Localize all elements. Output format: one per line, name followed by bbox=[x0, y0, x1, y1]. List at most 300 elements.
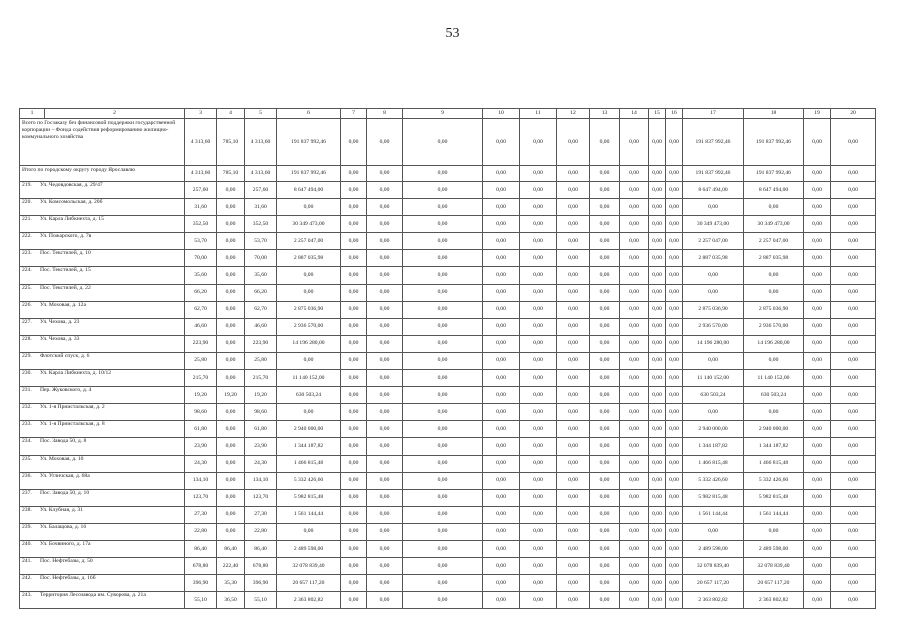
row-number: 237. bbox=[22, 489, 32, 496]
table-cell: 0,00 bbox=[804, 216, 831, 233]
table-row bbox=[20, 182, 876, 199]
table-cell: 22,80 bbox=[185, 523, 217, 540]
table-cell: 0,00 bbox=[217, 438, 245, 455]
table-cell: 25,80 bbox=[245, 352, 277, 369]
address-cell bbox=[20, 370, 185, 387]
address-cell bbox=[20, 267, 185, 284]
table-cell: 0,00 bbox=[483, 352, 520, 369]
table-cell: 0,00 bbox=[649, 216, 666, 233]
table-cell: 0,00 bbox=[666, 233, 683, 250]
address-text: Ул. 1-я Приисталкская, д. 2 bbox=[40, 404, 105, 411]
table-cell: 0,00 bbox=[403, 404, 483, 421]
table-cell: 0,00 bbox=[831, 216, 876, 233]
table-row bbox=[20, 318, 876, 335]
row-number: 243. bbox=[22, 592, 32, 599]
column-number-5: 5 bbox=[245, 109, 277, 119]
table-cell: 0,00 bbox=[520, 370, 557, 387]
table-cell: 1 466 815,48 bbox=[744, 455, 804, 472]
table-cell: 0,00 bbox=[403, 370, 483, 387]
table-cell: 0,00 bbox=[666, 166, 683, 182]
table-cell: 0,00 bbox=[831, 301, 876, 318]
address-cell bbox=[20, 575, 185, 592]
table-cell: 0,00 bbox=[217, 421, 245, 438]
table-cell: 0,00 bbox=[277, 404, 341, 421]
table-cell: 0,00 bbox=[520, 558, 557, 575]
table-cell: 0,00 bbox=[341, 301, 367, 318]
table-cell: 0,00 bbox=[341, 472, 367, 489]
table-cell: 0,00 bbox=[483, 438, 520, 455]
table-cell: 0,00 bbox=[367, 284, 403, 301]
table-cell: 1 561 144,44 bbox=[277, 506, 341, 523]
table-cell: 191 837 992,46 bbox=[744, 119, 804, 166]
table-cell: 0,00 bbox=[666, 267, 683, 284]
table-row bbox=[20, 216, 876, 233]
address-text: Пос. Нефтебазы, д. 16б bbox=[40, 575, 96, 582]
table-cell: 0,00 bbox=[341, 166, 367, 182]
table-cell: 0,00 bbox=[804, 455, 831, 472]
table-cell: 4 313,60 bbox=[245, 166, 277, 182]
table-cell: 0,00 bbox=[277, 352, 341, 369]
table-cell: 0,00 bbox=[666, 370, 683, 387]
table-cell: 0,00 bbox=[557, 523, 590, 540]
table-cell: 0,00 bbox=[520, 233, 557, 250]
table-cell: 0,00 bbox=[367, 489, 403, 506]
table-cell: 0,00 bbox=[483, 233, 520, 250]
table-cell: 0,00 bbox=[683, 284, 744, 301]
table-cell: 0,00 bbox=[217, 250, 245, 267]
table-cell: 0,00 bbox=[666, 455, 683, 472]
table-cell: 0,00 bbox=[804, 318, 831, 335]
table-cell: 0,00 bbox=[341, 318, 367, 335]
row-number: 234. bbox=[22, 438, 32, 445]
table-cell: 0,00 bbox=[217, 523, 245, 540]
table-cell: 2 887 035,98 bbox=[683, 250, 744, 267]
table-cell: 0,00 bbox=[217, 370, 245, 387]
table-cell: 0,00 bbox=[620, 438, 649, 455]
table-cell: 46,60 bbox=[245, 318, 277, 335]
table-cell: 0,00 bbox=[341, 506, 367, 523]
table-cell: 352,50 bbox=[185, 216, 217, 233]
table-cell: 223,90 bbox=[245, 335, 277, 352]
table-cell: 0,00 bbox=[649, 166, 666, 182]
table-cell: 0,00 bbox=[367, 438, 403, 455]
table-cell: 2 363 802,82 bbox=[683, 592, 744, 609]
row-number: 239. bbox=[22, 523, 32, 530]
address-cell bbox=[20, 318, 185, 335]
row-number: 221. bbox=[22, 216, 32, 223]
table-cell: 0,00 bbox=[367, 540, 403, 557]
table-cell: 0,00 bbox=[804, 352, 831, 369]
table-cell: 0,00 bbox=[557, 592, 590, 609]
table-cell: 0,00 bbox=[217, 489, 245, 506]
row-number: 225. bbox=[22, 284, 32, 291]
table-cell: 98,60 bbox=[185, 404, 217, 421]
table-row bbox=[20, 250, 876, 267]
row-number: 220. bbox=[22, 199, 32, 206]
table-cell: 4 313,60 bbox=[185, 166, 217, 182]
table-cell: 0,00 bbox=[520, 523, 557, 540]
table-cell: 0,00 bbox=[277, 284, 341, 301]
table-cell: 0,00 bbox=[520, 455, 557, 472]
table-cell: 0,00 bbox=[367, 370, 403, 387]
table-cell: 0,00 bbox=[804, 523, 831, 540]
table-row bbox=[20, 506, 876, 523]
table-cell: 0,00 bbox=[403, 523, 483, 540]
address-text: Ул. Чехова, д. 23 bbox=[40, 318, 80, 325]
table-cell: 0,00 bbox=[557, 166, 590, 182]
table-cell: 1 466 815,48 bbox=[277, 455, 341, 472]
table-cell: 14 196 280,00 bbox=[277, 335, 341, 352]
address-cell bbox=[20, 250, 185, 267]
table-cell: 30 349 473,00 bbox=[277, 216, 341, 233]
table-cell: 0,00 bbox=[341, 216, 367, 233]
table-row bbox=[20, 489, 876, 506]
table-cell: 14 196 280,00 bbox=[744, 335, 804, 352]
table-cell: 61,80 bbox=[185, 421, 217, 438]
table-cell: 0,00 bbox=[831, 233, 876, 250]
table-cell: 0,00 bbox=[744, 267, 804, 284]
column-number-2: 2 bbox=[45, 109, 185, 119]
table-cell: 0,00 bbox=[557, 540, 590, 557]
table-cell: 630 503,24 bbox=[683, 387, 744, 404]
table-cell: 0,00 bbox=[403, 318, 483, 335]
table-cell: 0,00 bbox=[666, 318, 683, 335]
table-cell: 32 078 839,40 bbox=[744, 558, 804, 575]
table-cell: 0,00 bbox=[367, 472, 403, 489]
table-cell: 0,00 bbox=[804, 404, 831, 421]
address-text: Пос. Завода 50, д. 10 bbox=[40, 489, 90, 496]
table-cell: 0,00 bbox=[831, 506, 876, 523]
table-cell: 0,00 bbox=[557, 438, 590, 455]
table-cell: 30 349 473,00 bbox=[744, 216, 804, 233]
table-cell: 0,00 bbox=[557, 575, 590, 592]
table-cell: 0,00 bbox=[666, 523, 683, 540]
row-number: 219. bbox=[22, 182, 32, 188]
table-cell: 0,00 bbox=[744, 404, 804, 421]
table-row bbox=[20, 438, 876, 455]
table-cell: 0,00 bbox=[403, 233, 483, 250]
table-cell: 0,00 bbox=[520, 267, 557, 284]
table-cell: 0,00 bbox=[520, 540, 557, 557]
table-cell: 0,00 bbox=[804, 592, 831, 609]
table-cell: 62,70 bbox=[245, 301, 277, 318]
table-cell: 0,00 bbox=[341, 370, 367, 387]
table-cell: 23,90 bbox=[245, 438, 277, 455]
table-cell: 0,00 bbox=[483, 489, 520, 506]
column-number-12: 12 bbox=[557, 109, 590, 119]
address-cell bbox=[20, 540, 185, 557]
table-cell: 0,00 bbox=[666, 472, 683, 489]
table-cell: 0,00 bbox=[831, 352, 876, 369]
table-cell: 0,00 bbox=[520, 472, 557, 489]
table-cell: 0,00 bbox=[483, 523, 520, 540]
address-cell bbox=[20, 438, 185, 455]
table-cell: 396,90 bbox=[185, 575, 217, 592]
table-cell: 0,00 bbox=[403, 575, 483, 592]
table-cell: 70,00 bbox=[185, 250, 217, 267]
table-cell: 223,90 bbox=[185, 335, 217, 352]
table-cell: 0,00 bbox=[520, 250, 557, 267]
row-number: 228. bbox=[22, 335, 32, 342]
table-cell: 0,00 bbox=[649, 352, 666, 369]
address-text: Пос. Текстилей, д. 15 bbox=[40, 267, 91, 274]
table-cell: 0,00 bbox=[367, 216, 403, 233]
table-cell: 0,00 bbox=[649, 250, 666, 267]
table-cell: 32 078 839,40 bbox=[277, 558, 341, 575]
table-cell: 53,70 bbox=[185, 233, 217, 250]
table-cell: 0,00 bbox=[620, 182, 649, 199]
table-cell: 0,00 bbox=[590, 166, 620, 182]
table-cell: 2 875 036,90 bbox=[277, 301, 341, 318]
table-cell: 0,00 bbox=[620, 352, 649, 369]
table-cell: 0,00 bbox=[666, 489, 683, 506]
table-cell: 0,00 bbox=[341, 119, 367, 166]
table-cell: 0,00 bbox=[620, 284, 649, 301]
address-text: Флотский спуск, д. 6 bbox=[40, 352, 90, 359]
row-number: 232. bbox=[22, 404, 32, 411]
row-number: 223. bbox=[22, 250, 32, 257]
table-row bbox=[20, 592, 876, 609]
table-cell: 0,00 bbox=[831, 421, 876, 438]
table-row bbox=[20, 558, 876, 575]
table-cell: 0,00 bbox=[590, 575, 620, 592]
table-cell: 0,00 bbox=[590, 523, 620, 540]
table-cell: 0,00 bbox=[804, 575, 831, 592]
table-cell: 0,00 bbox=[520, 387, 557, 404]
table-cell: 0,00 bbox=[557, 250, 590, 267]
address-text: Ул. 1-я Приисталкская, д. 8 bbox=[40, 421, 105, 428]
address-cell bbox=[20, 182, 185, 199]
column-number-3: 3 bbox=[185, 109, 217, 119]
table-cell: 0,00 bbox=[557, 216, 590, 233]
table-cell: 0,00 bbox=[649, 370, 666, 387]
table-cell: 0,00 bbox=[557, 318, 590, 335]
column-number-15: 15 bbox=[649, 109, 666, 119]
table-cell: 0,00 bbox=[367, 455, 403, 472]
table-cell: 678,80 bbox=[185, 558, 217, 575]
table-cell: 0,00 bbox=[403, 352, 483, 369]
table-cell: 0,00 bbox=[483, 284, 520, 301]
table-cell: 0,00 bbox=[620, 119, 649, 166]
table-cell: 0,00 bbox=[217, 199, 245, 216]
table-cell: 31,60 bbox=[185, 199, 217, 216]
table-cell: 0,00 bbox=[520, 506, 557, 523]
table-cell: 0,00 bbox=[483, 404, 520, 421]
table-cell: 0,00 bbox=[744, 199, 804, 216]
table-cell: 0,00 bbox=[649, 558, 666, 575]
table-cell: 0,00 bbox=[557, 301, 590, 318]
column-number-16: 16 bbox=[666, 109, 683, 119]
table-cell: 19,20 bbox=[185, 387, 217, 404]
table-cell: 0,00 bbox=[341, 335, 367, 352]
table-cell: 2 257 047,00 bbox=[683, 233, 744, 250]
table-cell: 0,00 bbox=[483, 250, 520, 267]
table-cell: 0,00 bbox=[483, 182, 520, 199]
table-cell: 0,00 bbox=[403, 301, 483, 318]
table-cell: 0,00 bbox=[590, 421, 620, 438]
table-cell: 0,00 bbox=[649, 575, 666, 592]
table-cell: 630 503,24 bbox=[277, 387, 341, 404]
table-cell: 0,00 bbox=[590, 540, 620, 557]
table-cell: 0,00 bbox=[831, 284, 876, 301]
table-cell: 0,00 bbox=[683, 404, 744, 421]
table-cell: 0,00 bbox=[649, 199, 666, 216]
table-cell: 0,00 bbox=[666, 506, 683, 523]
address-cell bbox=[20, 284, 185, 301]
column-number-10: 10 bbox=[483, 109, 520, 119]
table-cell: 191 837 992,46 bbox=[683, 119, 744, 166]
table-cell: 0,00 bbox=[666, 575, 683, 592]
table-cell: 1 344 187,82 bbox=[277, 438, 341, 455]
row-number: 241. bbox=[22, 558, 32, 565]
table-cell: 2 940 000,00 bbox=[683, 421, 744, 438]
table-cell: 0,00 bbox=[217, 267, 245, 284]
table-cell: 86,40 bbox=[217, 540, 245, 557]
table-cell: 0,00 bbox=[744, 352, 804, 369]
table-cell: 0,00 bbox=[620, 267, 649, 284]
table-cell: 2 875 036,90 bbox=[744, 301, 804, 318]
table-cell: 0,00 bbox=[217, 404, 245, 421]
table-cell: 0,00 bbox=[483, 216, 520, 233]
table-cell: 0,00 bbox=[649, 592, 666, 609]
table-cell: 19,20 bbox=[245, 387, 277, 404]
table-cell: 0,00 bbox=[804, 250, 831, 267]
table-cell: 0,00 bbox=[403, 387, 483, 404]
table-cell: 5 982 815,48 bbox=[277, 489, 341, 506]
table-cell: 0,00 bbox=[649, 318, 666, 335]
table-cell: 0,00 bbox=[341, 455, 367, 472]
table-cell: 0,00 bbox=[666, 540, 683, 557]
table-cell: 0,00 bbox=[666, 421, 683, 438]
table-cell: 0,00 bbox=[557, 472, 590, 489]
table-cell: 215,70 bbox=[185, 370, 217, 387]
table-cell: 191 837 992,46 bbox=[277, 119, 341, 166]
table-cell: 0,00 bbox=[590, 558, 620, 575]
address-text: Ул. Угличская, д. 68а bbox=[40, 472, 90, 479]
table-cell: 20 657 117,20 bbox=[683, 575, 744, 592]
table-cell: 2 936 570,00 bbox=[683, 318, 744, 335]
table-cell: 0,00 bbox=[620, 540, 649, 557]
table-cell: 0,00 bbox=[277, 523, 341, 540]
address-cell bbox=[20, 558, 185, 575]
table-cell: 0,00 bbox=[483, 335, 520, 352]
table-cell: 0,00 bbox=[620, 489, 649, 506]
table-cell: 0,00 bbox=[341, 592, 367, 609]
table-cell: 0,00 bbox=[831, 540, 876, 557]
address-text: Ул. Чедовдовская, д. 29/47 bbox=[40, 182, 103, 188]
table-cell: 0,00 bbox=[367, 233, 403, 250]
table-cell: 0,00 bbox=[341, 489, 367, 506]
address-text: Пос. Текстилей, д. 22 bbox=[40, 284, 91, 291]
table-cell: 0,00 bbox=[217, 318, 245, 335]
table-cell: 0,00 bbox=[649, 421, 666, 438]
table-cell: 0,00 bbox=[620, 506, 649, 523]
table-cell: 22,80 bbox=[245, 523, 277, 540]
row-number: 231. bbox=[22, 387, 32, 394]
address-text: Ул. Пожарского, д. 7в bbox=[40, 233, 92, 240]
table-cell: 0,00 bbox=[831, 575, 876, 592]
table-cell: 0,00 bbox=[620, 421, 649, 438]
table-cell: 0,00 bbox=[217, 506, 245, 523]
table-cell: 0,00 bbox=[666, 404, 683, 421]
table-cell: 0,00 bbox=[341, 199, 367, 216]
table-cell: 0,00 bbox=[341, 387, 367, 404]
table-row bbox=[20, 387, 876, 404]
column-number-1: 1 bbox=[20, 109, 45, 119]
address-text: Пос. Нефтебазы, д. 50 bbox=[40, 558, 93, 565]
table-cell: 222,40 bbox=[217, 558, 245, 575]
table-cell: 0,00 bbox=[217, 284, 245, 301]
column-number-19: 19 bbox=[804, 109, 831, 119]
table-cell: 0,00 bbox=[683, 523, 744, 540]
table-cell: 0,00 bbox=[590, 472, 620, 489]
housing-fund-table bbox=[19, 108, 876, 609]
table-cell: 0,00 bbox=[744, 284, 804, 301]
table-cell: 0,00 bbox=[831, 182, 876, 199]
column-number-4: 4 bbox=[217, 109, 245, 119]
address-cell bbox=[20, 335, 185, 352]
table-cell: 11 140 152,00 bbox=[683, 370, 744, 387]
table-cell: 0,00 bbox=[831, 199, 876, 216]
table-cell: 0,00 bbox=[341, 523, 367, 540]
table-cell: 123,70 bbox=[245, 489, 277, 506]
table-cell: 31,60 bbox=[245, 199, 277, 216]
table-cell: 0,00 bbox=[483, 387, 520, 404]
table-cell: 1 561 144,44 bbox=[744, 506, 804, 523]
table-cell: 0,00 bbox=[483, 166, 520, 182]
column-number-row bbox=[20, 109, 876, 119]
table-cell: 0,00 bbox=[367, 119, 403, 166]
table-cell: 0,00 bbox=[649, 523, 666, 540]
table-cell: 0,00 bbox=[831, 558, 876, 575]
table-cell: 0,00 bbox=[367, 523, 403, 540]
address-text: Ул. Бочвиного, д. 17а bbox=[40, 540, 91, 547]
address-text: Территория Лесозавода им. Суворова, д. 21а bbox=[40, 592, 146, 599]
row-number: 229. bbox=[22, 352, 32, 359]
table-cell: 215,70 bbox=[245, 370, 277, 387]
address-cell bbox=[20, 301, 185, 318]
table-cell: 0,00 bbox=[520, 301, 557, 318]
table-cell: 61,80 bbox=[245, 421, 277, 438]
table-cell: 2 489 598,00 bbox=[683, 540, 744, 557]
table-cell: 35,30 bbox=[217, 575, 245, 592]
address-text: Пос. Текстилей, д. 10 bbox=[40, 250, 91, 257]
table-cell: 0,00 bbox=[649, 119, 666, 166]
table-cell: 0,00 bbox=[666, 592, 683, 609]
table-row bbox=[20, 575, 876, 592]
table-cell: 0,00 bbox=[804, 233, 831, 250]
table-cell: 0,00 bbox=[557, 421, 590, 438]
table-cell: 2 363 802,82 bbox=[277, 592, 341, 609]
address-cell bbox=[20, 489, 185, 506]
table-cell: 0,00 bbox=[590, 404, 620, 421]
table-cell: 5 332 426,60 bbox=[683, 472, 744, 489]
table-cell: 0,00 bbox=[804, 166, 831, 182]
table-cell: 0,00 bbox=[403, 421, 483, 438]
table-cell: 0,00 bbox=[804, 506, 831, 523]
table-cell: 0,00 bbox=[367, 318, 403, 335]
address-cell bbox=[20, 199, 185, 216]
table-cell: 2 936 570,00 bbox=[744, 318, 804, 335]
table-cell: 0,00 bbox=[683, 352, 744, 369]
table-row bbox=[20, 404, 876, 421]
table-cell: 0,00 bbox=[341, 250, 367, 267]
row-number: 235. bbox=[22, 455, 32, 462]
table-cell: 0,00 bbox=[483, 267, 520, 284]
table-cell: 0,00 bbox=[590, 335, 620, 352]
address-cell bbox=[20, 387, 185, 404]
table-cell: 0,00 bbox=[217, 182, 245, 199]
